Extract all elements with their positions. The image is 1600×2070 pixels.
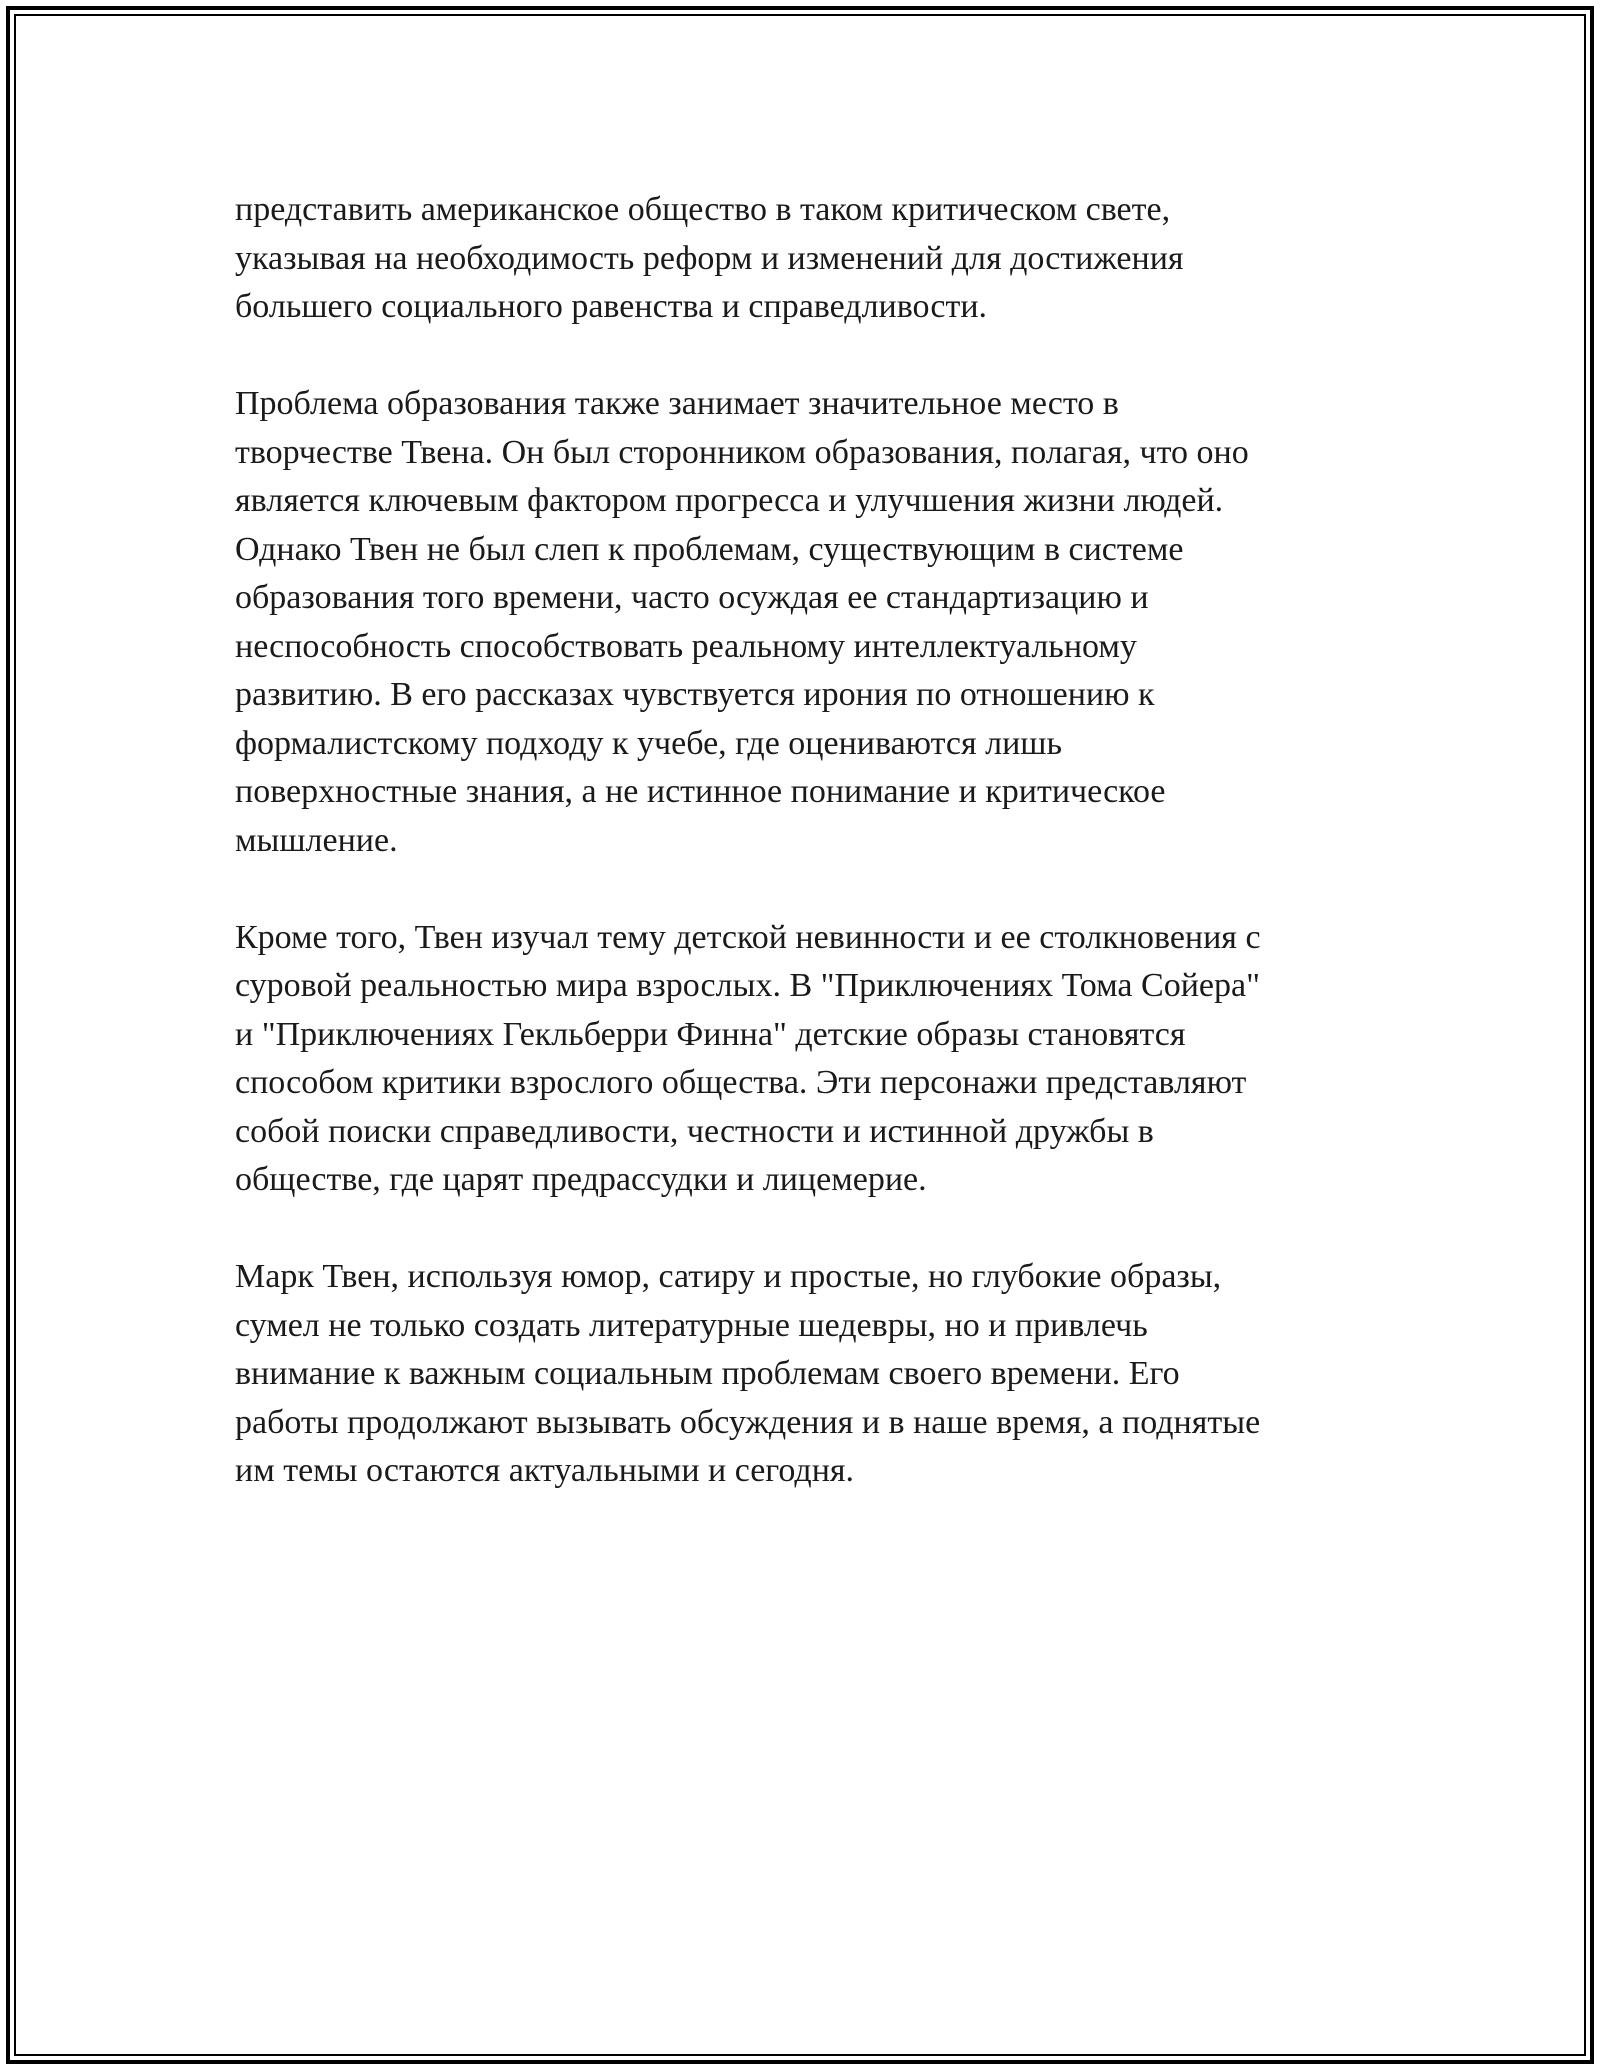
text-line: внимание к важным социальным проблемам своего времени. Его	[235, 1355, 1180, 1392]
text-line: Марк Твен, используя юмор, сатиру и простые, но глубокие образы,	[235, 1258, 1222, 1295]
text-line: им темы остаются актуальными и сегодня.	[235, 1452, 855, 1489]
text-line: является ключевым фактором прогресса и улучшения жизни людей.	[235, 482, 1224, 519]
text-line: неспособность способствовать реальному интеллектуальному	[235, 627, 1137, 665]
text-line: Кроме того, Твен изучал тему детской невинности и ее столкновения с	[235, 918, 1261, 956]
paragraph-gap	[235, 1205, 1385, 1254]
text-line: представить американское общество в таком критическом свете,	[235, 191, 1171, 228]
text-line: способом критики взрослого общества. Эти персонажи представляют	[235, 1064, 1247, 1101]
paragraph-gap	[235, 332, 1385, 381]
text-line: суровой реальностью мира взрослых. В "Приключениях Тома Сойера"	[235, 967, 1260, 1004]
text-line: творчестве Твена. Он был сторонником образования, полагая, что оно	[235, 433, 1249, 471]
paragraph-2	[235, 380, 1385, 865]
text-line: формалистскому подходу к учебе, где оцениваются лишь	[235, 724, 1062, 762]
text-line: большего социального равенства и справедливости.	[235, 288, 988, 325]
text-line: обществе, где царят предрассудки и лицемерие.	[235, 1161, 927, 1198]
paragraph-gap	[235, 865, 1385, 914]
text-line: развитию. В его рассказах чувствуется ирония по отношению к	[235, 676, 1155, 713]
text-line: образования того времени, часто осуждая ее стандартизацию и	[235, 579, 1149, 616]
document-body	[235, 186, 1385, 1496]
text-line: и "Приключениях Гекльберри Финна" детские образы становятся	[235, 1015, 1186, 1053]
text-line: поверхностные знания, а не истинное понимание и критическое	[235, 773, 1166, 810]
paragraph-3	[235, 914, 1385, 1205]
text-line: Однако Твен не был слеп к проблемам, существующим в системе	[235, 530, 1184, 568]
text-line: сумел не только создать литературные шедевры, но и привлечь	[235, 1306, 1148, 1344]
text-line: собой поиски справедливости, честности и истинной дружбы в	[235, 1112, 1154, 1150]
text-line: мышление.	[235, 821, 398, 859]
text-line: указывая на необходимость реформ и изменений для достижения	[235, 239, 1184, 277]
paragraph-1	[235, 186, 1385, 332]
text-line: работы продолжают вызывать обсуждения и в наше время, а поднятые	[235, 1403, 1261, 1441]
paragraph-4	[235, 1253, 1385, 1496]
text-line: Проблема образования также занимает значительное место в	[235, 385, 1119, 422]
